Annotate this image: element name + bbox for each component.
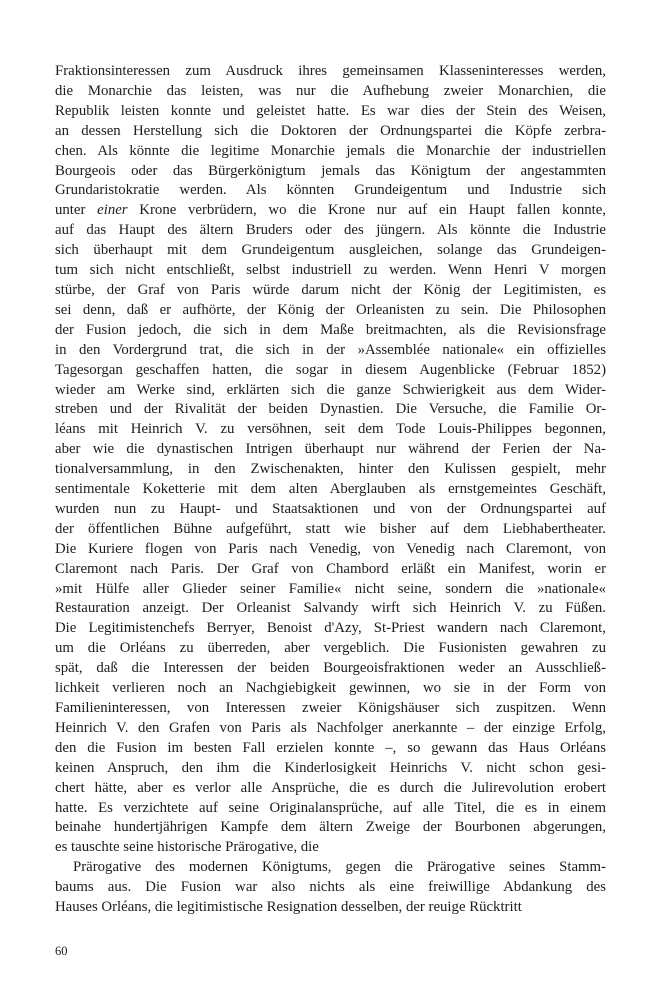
text-line: tionalversammlung, in den Zwischenakten, hinter den Kulissen gespielt, mehr [55,461,606,478]
text-line: chen. Als könnte die legitime Monarchie jemals die Monarchie der industriellen [55,142,606,159]
text-line: keinen Anspruch, den ihm die Kinderlosigkeit Heinrichs V. nicht schon gesi- [55,759,606,776]
text-segment: Krone verbrüdern, wo die Krone nur auf ein Haupt fallen konnte, [127,202,606,219]
text-line: tum sich nicht entschließt, selbst industriell zu werden. Wenn Henri V morgen [55,262,606,279]
text-line: streben und der Rivalität der beiden Dynastien. Die Versuche, die Familie Or- [55,401,606,418]
text-line: spät, daß die Interessen der beiden Bourgeoisfraktionen weder an Ausschließ- [55,660,606,677]
text-line: Bourgeois oder das Bürgerkönigtum jemals das Königtum der angestammten [55,162,606,179]
text-line: um die Orléans zu überreden, aber vergeblich. Die Fusionisten gewahren zu [55,640,606,657]
text-line: Heinrich V. den Grafen von Paris als Nachfolger anerkannte – der einzige Erfolg, [55,719,606,736]
text-line: Tagesorgan geschaffen hatten, die sogar in diesem Augenblicke (Februar 1852) [55,361,606,378]
text-line: der Fusion jedoch, die sich in dem Maße breitmachten, als die Revisionsfrage [55,321,606,338]
text-line: hatte. Es verzichtete auf seine Originalansprüche, auf alle Titel, die es in einem [55,799,606,816]
text-line: an dessen Herstellung sich die Doktoren der Ordnungspartei die Köpfe zerbra- [55,122,606,139]
text-line: sei denn, daß er aufhörte, der König der Orleanisten zu sein. Die Philosophen [55,301,606,318]
text-line [55,201,606,221]
italic-text: einer [97,202,128,219]
text-line: der öffentlichen Bühne aufgeführt, statt wie bisher auf dem Liebhabertheater. [55,520,606,537]
text-line: es tauschte seine historische Prärogative, die [55,839,319,856]
text-line: die Monarchie das leisten, was nur die Aufhebung zweier Monarchien, die [55,82,606,99]
text-segment: unter [55,202,98,219]
text-block [55,62,606,918]
text-line: Familieninteressen, von Interessen zweier Königshäuser sich zuspitzen. Wenn [55,700,606,716]
text-line: sich überhaupt mit dem Grundeigentum ausgleichen, solange das Grundeigen- [55,242,606,259]
text-line: lichkeit verlieren noch an Nachgiebigkeit gewinnen, wo sie in der Form von [55,680,606,697]
text-line: Grundaristokratie werden. Als könnten Grundeigentum und Industrie sich [55,182,606,199]
text-line: baums aus. Die Fusion war also nichts als eine freiwillige Abdankung des [55,879,606,896]
text-line: beinahe hundertjährigen Kampfe dem ältern Zweige der Bourbonen abgerungen, [55,819,606,836]
text-line: Claremont nach Paris. Der Graf von Chambord erläßt ein Manifest, worin er [55,560,606,577]
text-line: léans mit Heinrich V. zu versöhnen, seit dem Tode Louis-Philippes begonnen, [55,421,606,438]
text-line: sentimentale Koketterie mit dem alten Aberglauben als ernstgemeintes Geschäft, [55,481,606,498]
text-line: Restauration anzeigt. Der Orleanist Salvandy wirft sich Heinrich V. zu Füßen. [55,600,606,617]
text-line: Hauses Orléans, die legitimistische Resignation desselben, der reuige Rücktritt [55,899,522,916]
text-line: »mit Hülfe aller Glieder seiner Familie« nicht seine, sondern die »nationale« [55,580,606,597]
text-line: auf das Haupt des ältern Bruders oder des jüngern. Als könnte die Industrie [55,222,606,239]
text-line: aber wie die dynastischen Intrigen überhaupt nur während der Ferien der Na- [55,441,606,458]
text-line: Fraktionsinteressen zum Ausdruck ihres gemeinsamen Klasseninteresses werden, [55,63,606,79]
text-line: Die Kuriere flogen von Paris nach Venedig, von Venedig nach Claremont, von [55,540,606,557]
text-line: Die Legitimistenchefs Berryer, Benoist d'Azy, St-Priest wandern nach Claremont, [55,620,606,637]
text-line: wieder am Werke sind, erklärten sich die ganze Schwierigkeit aus dem Wider- [55,381,606,398]
text-line: chert hätte, aber es verlor alle Ansprüche, die es durch die Julirevolution erobert [55,779,606,796]
text-line: Republik leisten konnte und geleistet hatte. Es war dies der Stein des Weisen, [55,102,606,119]
page-number: 60 [55,944,68,958]
text-line: wurden nun zu Haupt- und Staatsaktionen und von der Ordnungspartei auf [55,500,606,517]
text-line: Prärogative des modernen Königtums, gegen die Prärogative seines Stamm- [73,859,606,876]
text-line: stürbe, der Graf von Paris würde darum nicht der König der Legitimisten, es [55,281,606,298]
text-line: den die Fusion im besten Fall erzielen konnte –, so gewann das Haus Orléans [55,739,606,756]
text-line: in den Vordergrund trat, die sich in der »Assemblée nationale« ein offizielles [55,341,606,358]
